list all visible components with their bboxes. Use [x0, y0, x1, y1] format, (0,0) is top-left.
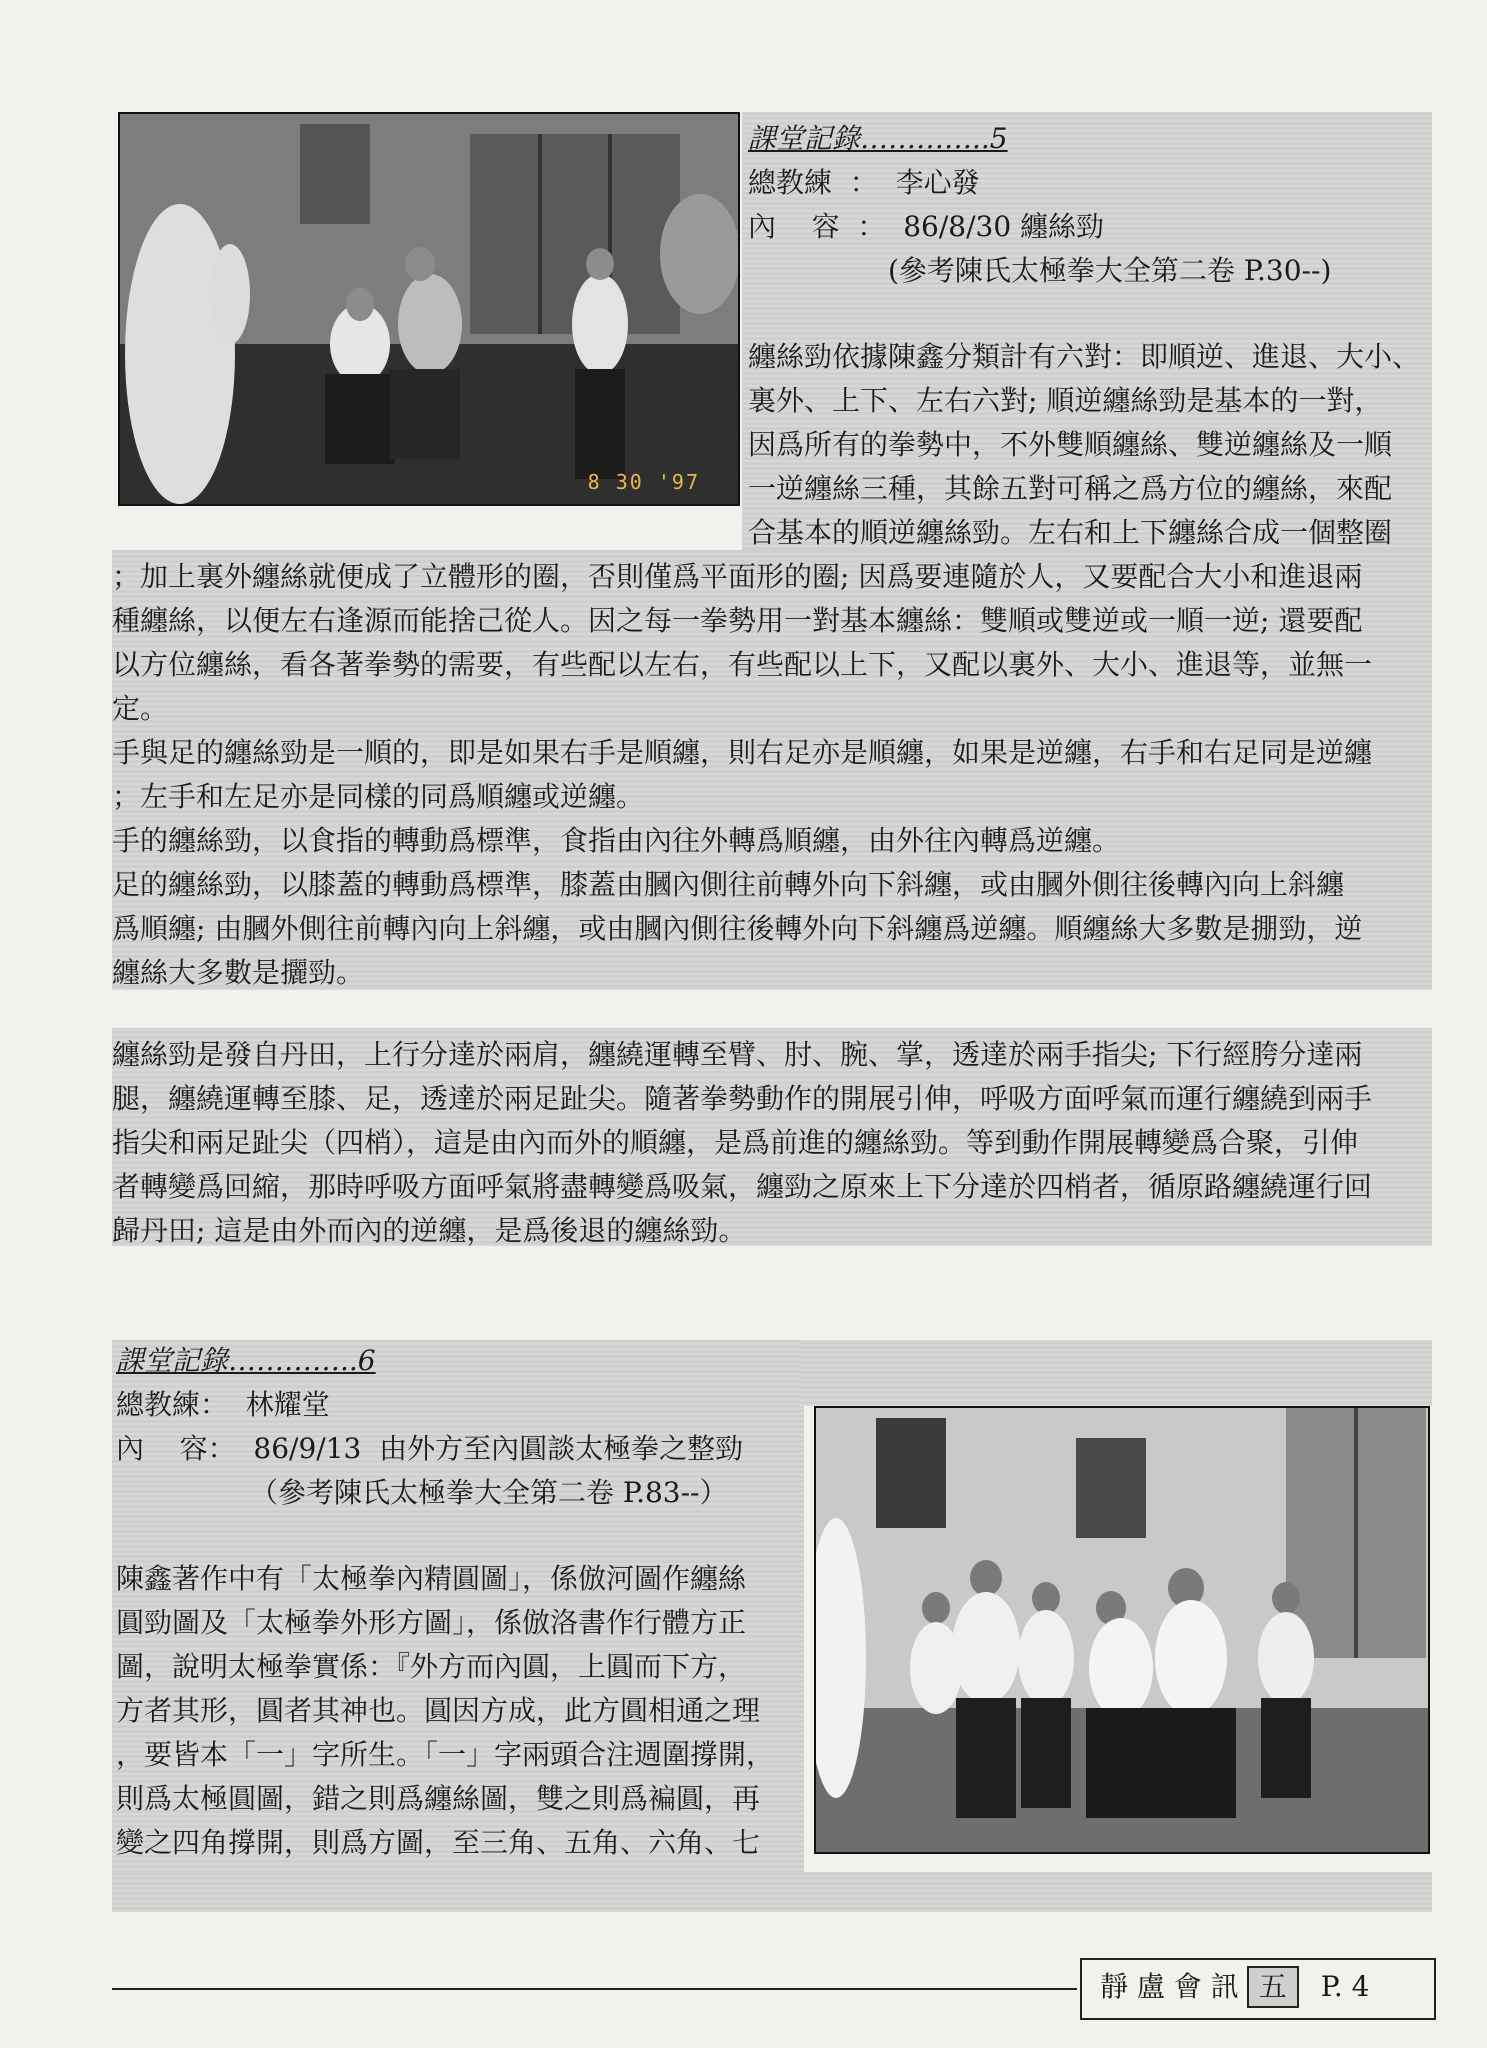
class-photo-2: [814, 1406, 1430, 1854]
section6-para-line: ，要皆本「一」字所生。「一」字兩頭合注週圍撐開，: [116, 1738, 775, 1771]
section6-coach: 總教練： 林耀堂: [116, 1388, 330, 1421]
para1-cont-line: 定。: [112, 692, 169, 725]
para2-line: 手與足的纏絲勁是一順的，即是如果右手是順纏，則右足亦是順纏，如果是逆纏，右手和右足同是逆纏: [112, 736, 1373, 769]
section6-para-line: 圓勁圖及「太極拳外形方圖」，係倣洛書作行體方正: [116, 1606, 747, 1639]
para1-cont-line: 以方位纏絲，看各著拳勢的需要，有些配以左右，有些配以上下，又配以裏外、大小、進退等，並無一: [112, 648, 1373, 681]
para1-line: 纏絲勁依據陳鑫分類計有六對：即順逆、進退、大小、: [748, 340, 1421, 373]
para1-cont-line: 種纏絲，以便左右逢源而能捨己從人。因之每一拳勢用一對基本纏絲：雙順或雙逆或一順一逆; 還要配: [112, 604, 1363, 637]
section6-para-line: 圖，說明太極拳實係：『外方而內圓，上圓而下方，: [116, 1650, 747, 1683]
section5-heading: 課堂記錄…………..5: [748, 122, 1008, 155]
section6-reference: （參考陳氏太極拳大全第二卷 P.83--）: [250, 1476, 728, 1509]
para2-line: ；左手和左足亦是同樣的同爲順纏或逆纏。: [112, 780, 645, 813]
shaded-band: [800, 1340, 1432, 1406]
para3-line: 手的纏絲勁，以食指的轉動爲標準，食指由內往外轉爲順纏，由外往內轉爲逆纏。: [112, 824, 1121, 857]
section6-para-line: 則爲太極圓圖，錯之則爲纏絲圖，雙之則爲褊圓，再: [116, 1782, 761, 1815]
section6-heading: 課堂記錄…………..6: [116, 1344, 376, 1377]
para5-line: 腿，纏繞運轉至膝、足，透達於兩足趾尖。隨著拳勢動作的開展引伸，呼吸方面呼氣而運行纏繞到兩手: [112, 1082, 1373, 1115]
shaded-band: [112, 1872, 1432, 1912]
para5-line: 者轉變爲回縮，那時呼吸方面呼氣將盡轉變爲吸氣，纏勁之原來上下分達於四梢者，循原路纏繞運行回: [112, 1170, 1373, 1203]
page-number: P. 4: [1320, 1970, 1370, 2003]
para5-line: 歸丹田; 這是由外而內的逆纏，是爲後退的纏絲勁。: [112, 1214, 747, 1247]
para1-line: 合基本的順逆纏絲勁。左右和上下纏絲合成一個整圈: [748, 516, 1393, 549]
para1-line: 裏外、上下、左右六對; 順逆纏絲勁是基本的一對，: [748, 384, 1383, 417]
para1-line: 因爲所有的拳勢中，不外雙順纏絲、雙逆纏絲及一順: [748, 428, 1393, 461]
para4-line: 纏絲大多數是攦勁。: [112, 956, 365, 989]
section5-content: 內 容 ： 86/8/30 纏絲勁: [748, 210, 1105, 243]
section5-coach: 總教練 ： 李心發: [748, 166, 980, 199]
section6-para-line: 方者其形，圓者其神也。圓因方成，此方圓相通之理: [116, 1694, 761, 1727]
section6-para-line: 變之四角撐開，則爲方圖，至三角、五角、六角、七: [116, 1826, 761, 1859]
para5-line: 纏絲勁是發自丹田，上行分達於兩肩，纏繞運轉至臂、肘、腕、掌，透達於兩手指尖; 下行經胯分達兩: [112, 1038, 1363, 1071]
issue-number: 五: [1247, 1966, 1299, 2008]
para1-cont-line: ；加上裏外纏絲就便成了立體形的圈，否則僅爲平面形的圈; 因爲要連隨於人，又要配合大小和進退兩: [112, 560, 1363, 593]
section6-para-line: 陳鑫著作中有「太極拳內精圓圖」，係倣河圖作纏絲: [116, 1562, 747, 1595]
para1-line: 一逆纏絲三種，其餘五對可稱之爲方位的纏絲，來配: [748, 472, 1393, 505]
para4-line: 爲順纏; 由膕外側往前轉內向上斜纏，或由膕內側往後轉外向下斜纏爲逆纏。順纏絲大多數是掤勁，逆: [112, 912, 1363, 945]
para4-line: 足的纏絲勁，以膝蓋的轉動爲標準，膝蓋由膕內側往前轉外向下斜纏，或由膕外側往後轉內向上斜纏: [112, 868, 1345, 901]
publication-name: 靜 盧 會 訊: [1100, 1970, 1239, 2003]
footer-masthead: [1080, 1958, 1436, 2020]
para5-line: 指尖和兩足趾尖（四梢），這是由內而外的順纏，是爲前進的纏絲勁。等到動作開展轉變爲合聚，引伸: [112, 1126, 1359, 1159]
section6-content: 內 容： 86/9/13 由外方至內圓談太極拳之整勁: [116, 1432, 744, 1465]
class-photo-1: [118, 112, 740, 506]
photo-date-stamp: 8 30 '97: [587, 470, 700, 494]
footer-rule: [112, 1988, 1077, 1990]
section5-reference: (參考陳氏太極拳大全第二卷 P.30--): [888, 254, 1332, 287]
